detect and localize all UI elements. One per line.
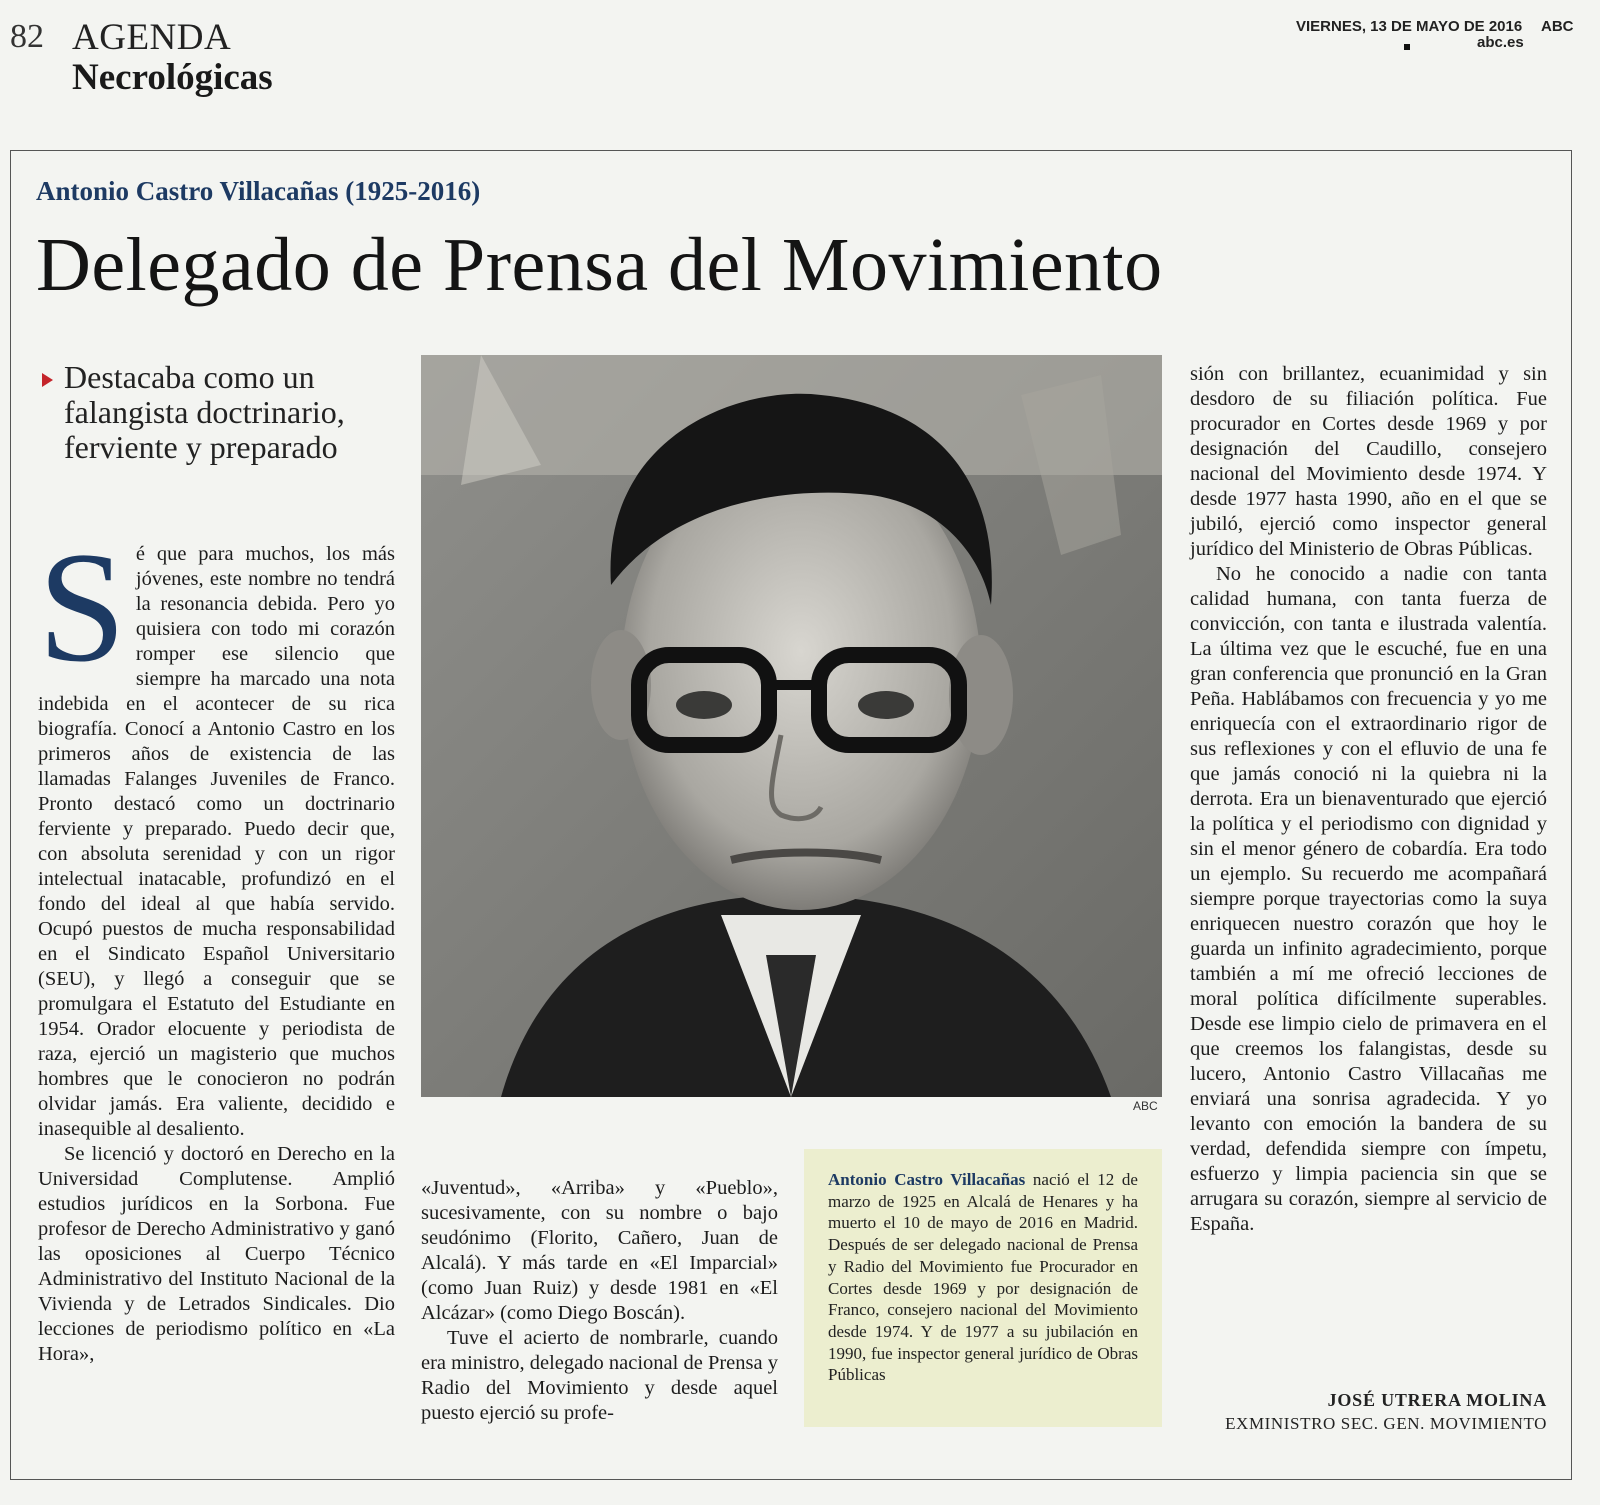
photo-credit: ABC [1133,1099,1158,1113]
masthead [0,0,1600,140]
article-kicker: Antonio Castro Villacañas (1925-2016) [36,176,481,206]
paragraph: Tuve el acierto de nombrarle, cuando era ministro, delegado nacional de Prensa y Radio del Movimiento y desde aquel puesto ejerció su profe- [421,1327,778,1424]
biography-name: Antonio Castro Villacañas [828,1170,1026,1189]
article-column-3 [1190,362,1547,1237]
article-column-2 [421,1176,778,1426]
brand-logo: ABC [1541,18,1574,35]
portrait-illustration [421,355,1162,1097]
article-column-1 [38,520,395,1367]
paragraph: sión con brillantez, ecuanimidad y sin desdoro de su filiación política. Fue procurador en Cortes desde 1969 y por designación del Caudillo, consejero nacional del Movimiento desde 1974. Y desde 1977 hasta 1990, año en el que se jubiló, ejerció como inspector general jurídico del Ministerio de Obras Públicas. [1190,363,1547,560]
bullet-arrow-icon [42,373,53,387]
section-title: AGENDA [72,17,232,58]
article-deck [38,360,398,465]
biography-text: nació el 12 de marzo de 1925 en Alcalá de Henares y ha muerto el 10 de mayo de 2016 en Madrid. Después de ser delegado nacional de Prensa y Radio del Movimiento fue Procurador en Cortes desde 1969 y por designación de Franco, consejero nacional del Movimiento desde 1974. Y de 1977 a su jubilación en 1990, fue inspector general jurídico de Obras Públicas [828,1170,1138,1385]
author-name: JOSÉ UTRERA MOLINA [1327,1390,1547,1410]
portrait-photo [421,355,1162,1097]
page-number: 82 [10,18,44,55]
dropcap: S [38,520,126,695]
paragraph [38,520,395,1142]
paragraph: «Juventud», «Arriba» y «Pueblo», sucesivamente, con su nombre o bajo seudónimo (Florito, Cañero, Juan de Alcalá). Y más tarde en «El Imparcial» (como Juan Ruiz) y desde 1981 en «El Alcázar» (como Diego Boscán). [421,1177,778,1324]
article-headline: Delegado de Prensa del Movimiento [36,223,1163,307]
paragraph: No he conocido a nadie con tanta calidad humana, con tanta fuerza de convicción, con tanta e ilustrada valentía. La última vez que le escuché, fue en una gran conferencia que pronunció en la Gran Peña. Hablábamos con frecuencia y yo me enriquecía con el extraordinario rigor de sus reflexiones y con el efluvio de una fe que jamás conoció ni la quiebra ni la derrota. Era un bienaventurado que ejerció la política y el periodismo con dignidad y sin el menor género de cobardía. Era todo un ejemplo. Su recuerdo me acompañará siempre porque trayectorias como la suya enriquecen nuestro corazón que hoy le guarda un infinito agradecimiento, porque también a mí me ofreció lecciones de moral política difícilmente superables. Desde ese limpio cielo de primavera en el que creemos los falangistas, desde su lucero, Antonio Castro Villacañas me enviará una sonrisa agradecida. Y yo levanto con emoción la bandera de su verdad, defendida siempre con ímpetu, esfuerzo y limpia paciencia sin que se arrugara su corazón, siempre al servicio de España. [1190,563,1547,1235]
paragraph: Se licenció y doctoró en Derecho en la Universidad Complutense. Amplió estudios jurídicos en la Sorbona. Fue profesor de Derecho Administrativo y ganó las oposiciones al Cuerpo Técnico Administrativo del Instituto Nacional de la Vivienda y de Letrados Sindicales. Dio lecciones de periodismo político en «La Hora», [38,1143,395,1365]
website-link[interactable]: abc.es [1477,34,1524,51]
author-title: EXMINISTRO SEC. GEN. MOVIMIENTO [1225,1414,1547,1433]
divider-dot [1404,44,1410,50]
dateline: VIERNES, 13 DE MAYO DE 2016 [1296,18,1523,35]
subsection-title: Necrológicas [72,57,273,98]
biography-box [804,1149,1162,1427]
paragraph-text: é que para muchos, los más jóvenes, este nombre no tendrá la resonancia debida. Pero yo quisiera con todo mi corazón romper ese silencio que siempre ha marcado una nota indebida en el acontecer de su rica biografía. Conocí a Antonio Castro en los primeros años de existencia de las llamadas Falanges Juveniles de Franco. Pronto destacó como un doctrinario ferviente y preparado. Puedo decir que, con absoluta serenidad y con un rigor intelectual inatacable, profundizó en el fondo del ideal al que había servido. Ocupó puestos de mucha responsabilidad en el Sindicato Español Universitario (SEU), y llegó a conseguir que se promulgara el Estatuto del Estudiante en 1954. Orador elocuente y periodista de raza, ejerció un magisterio que muchos hombres que le conocieron no podrán olvidar jamás. Era valiente, decidido e inasequible al desaliento. [38,543,395,1140]
deck-text: Destacaba como un falangista doctrinario, ferviente y preparado [64,359,345,465]
